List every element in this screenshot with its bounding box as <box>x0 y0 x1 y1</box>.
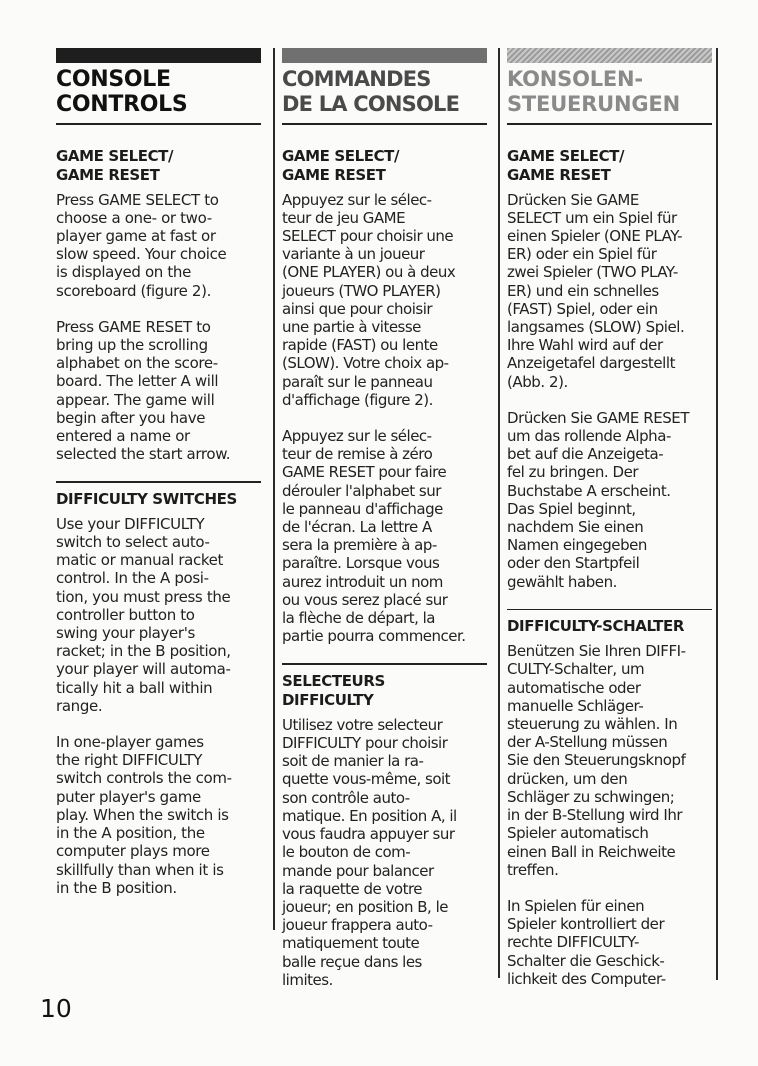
section-rule <box>56 481 261 483</box>
paragraph: Utilisez votre selecteur DIFFICULTY pour choisir soit de manier la ra- quette vous-même, soit son contrôle auto- matique. En position A, il vous faudra appuyer sur le bouton de com- mande pour balancer la raquette de votre joueur; en position B, le joueur frappera auto- matiquement toute balle reçue dans les limites. <box>282 715 457 989</box>
column-heading: CONSOLE CONTROLS <box>56 67 188 117</box>
column-heading: COMMANDES DE LA CONSOLE <box>282 67 460 116</box>
paragraph: Drücken Sie GAME RESET um das rollende Alpha- bet auf die Anzeigeta- fel zu bringen. Der Buchstabe A erscheint. Das Spiel beginnt, nachdem Sie einen Namen eingegeben oder den Startpfeil gewählt haben. <box>507 408 690 591</box>
paragraph: Press GAME RESET to bring up the scrolling alphabet on the score- board. The letter A will appear. The game will begin after you have entered a name or selected the start arrow. <box>56 317 231 464</box>
column-heading: KONSOLEN- STEUERUNGEN <box>507 67 680 116</box>
column-english <box>56 48 261 915</box>
section-title: GAME SELECT/ GAME RESET <box>507 146 625 184</box>
column-divider <box>716 48 718 980</box>
paragraph: In one-player games the right DIFFICULTY switch controls the com- puter player's game play. When the switch is in the A position, the computer plays more skillfully than when it is in the B position. <box>56 733 232 897</box>
section-title: GAME SELECT/ GAME RESET <box>56 146 174 184</box>
section-title: DIFFICULTY-SCHALTER <box>507 617 684 636</box>
section-title: DIFFICULTY SWITCHES <box>56 489 237 508</box>
column-french <box>282 48 487 1007</box>
column-divider <box>273 48 275 930</box>
heading-rule <box>282 123 487 125</box>
paragraph: Press GAME SELECT to choose a one- or two- player game at fast or slow speed. Your choice is displayed on the scoreboard (figure 2). <box>56 190 227 300</box>
section-rule <box>507 609 712 611</box>
paragraph: Benützen Sie Ihren DIFFI- CULTY-Schalter, um automatische oder manuelle Schläger- steuerung zu wählen. In der A-Stellung müssen Sie den Steuerungsknopf drücken, um den Schläger zu schwingen; in der B-Stellung wird Ihr Spieler automatisch einen Ball in Reichweite treffen. <box>507 642 686 879</box>
paragraph: Drücken Sie GAME SELECT um ein Spiel für einen Spieler (ONE PLAY- ER) oder ein Spiel für zwei Spieler (TWO PLAY- ER) und ein schnelles (FAST) Spiel, oder ein langsames (SLOW) Spiel. Ihre Wahl wird auf der Anzeigetafel dargestellt (Abb. 2). <box>507 190 685 391</box>
heading-rule <box>56 123 261 125</box>
heading-bar <box>507 48 712 63</box>
paragraph: Use your DIFFICULTY switch to select auto- matic or manual racket control. In the A posi- tion, you must press the controller button to swing your player's racket; in the B position, your player will automa- tically hit a ball within range. <box>56 514 231 715</box>
section-title: SELECTEURS DIFFICULTY <box>282 671 385 709</box>
column-german <box>507 48 712 1006</box>
column-divider <box>498 48 500 978</box>
heading-rule <box>507 123 712 125</box>
paragraph: Appuyez sur le sélec- teur de jeu GAME SELECT pour choisir une variante à un joueur (ONE PLAYER) ou à deux joueurs (TWO PLAYER) ainsi que pour choisir une partie à vitesse rapide (FAST) ou lente (SLOW). Votre choix ap- paraît sur le panneau d'affichage (figure 2). <box>282 190 456 409</box>
paragraph: In Spielen für einen Spieler kontrolliert der rechte DIFFICULTY- Schalter die Geschick- lichkeit des Computer- <box>507 896 666 988</box>
heading-bar <box>282 48 487 63</box>
paragraph: Appuyez sur le sélec- teur de remise à zéro GAME RESET pour faire dérouler l'alphabet sur le panneau d'affichage de l'écran. La lettre A sera la première à ap- paraître. Lorsque vous aurez introduit un nom ou vous serez placé sur la flèche de départ, la partie pourra commencer. <box>282 426 466 646</box>
section-rule <box>282 663 487 665</box>
heading-bar <box>56 48 261 63</box>
section-title: GAME SELECT/ GAME RESET <box>282 146 400 184</box>
page-number: 10 <box>40 994 72 1023</box>
